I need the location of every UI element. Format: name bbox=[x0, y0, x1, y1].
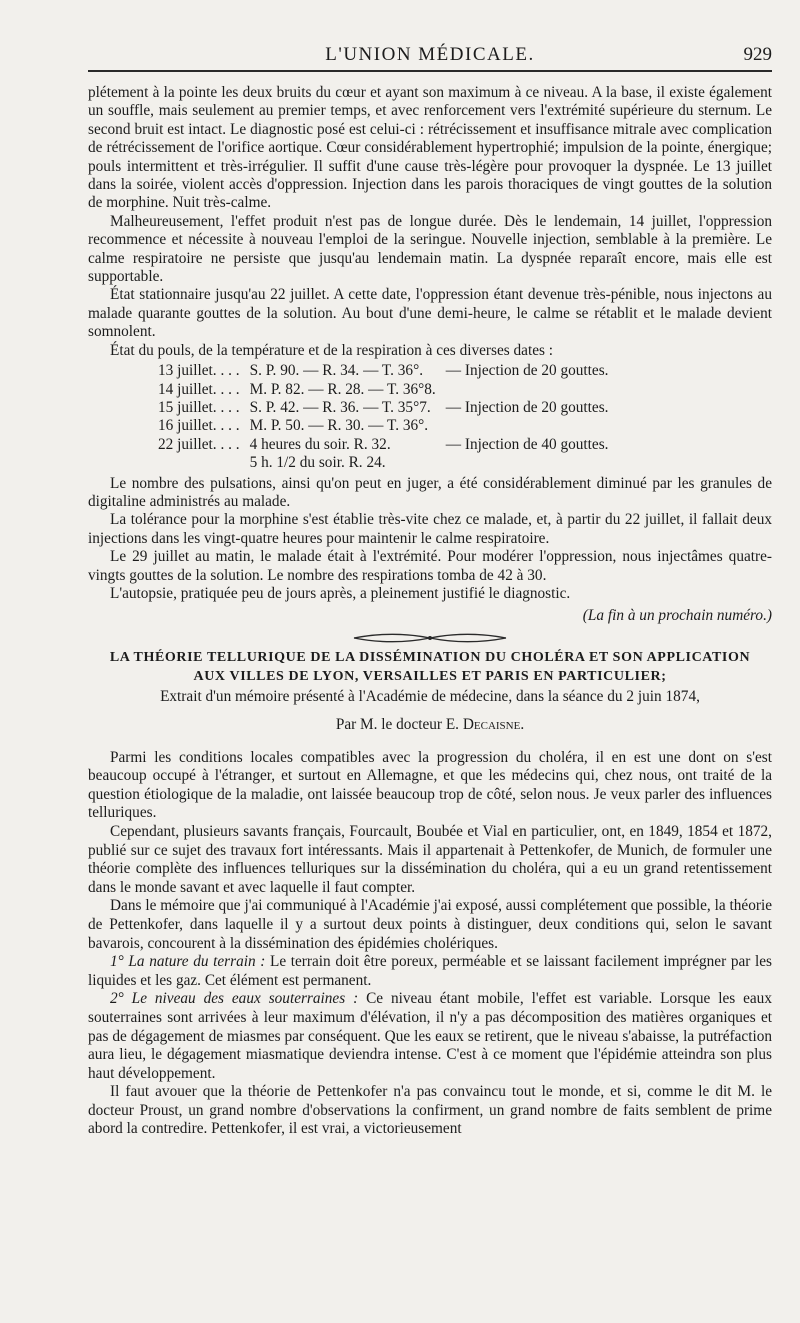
article-body bbox=[88, 749, 772, 1139]
vitals-table bbox=[158, 362, 618, 472]
page-body bbox=[88, 84, 772, 1139]
case-paragraph: État stationnaire jusqu'au 22 juillet. A cette date, l'oppression étant devenue très-pénible, nous injectons au malade quarante gouttes de la solution. Au bout d'une demi-heure, le calme se rétablit et le malade devient somnolent. bbox=[88, 286, 772, 341]
vitals-note bbox=[446, 417, 619, 435]
article-point bbox=[88, 990, 772, 1083]
section-ornament bbox=[350, 632, 510, 644]
case-paragraph: Malheureusement, l'effet produit n'est pas de longue durée. Dès le lendemain, 14 juillet, l'oppression recommence et nécessite à nouveau l'emploi de la seringue. Nouvelle injection, semblable à la première. Le calme respiratoire ne persiste que jusqu'au lendemain matin. La dyspnée reparaît encore, mais elle est supportable. bbox=[88, 212, 772, 286]
vitals-values: 4 heures du soir. R. 32. bbox=[249, 435, 391, 453]
article-title-line: LA THÉORIE TELLURIQUE DE LA DISSÉMINATION DU CHOLÉRA ET SON APPLICATION bbox=[109, 649, 751, 665]
vitals-row bbox=[158, 454, 618, 472]
vitals-date: 14 juillet. . . . bbox=[158, 380, 240, 398]
vitals-row bbox=[158, 362, 618, 380]
vitals-date: 15 juillet. . . . bbox=[158, 398, 240, 416]
vitals-values: S. P. 90. — R. 34. — T. 36°. bbox=[249, 362, 424, 380]
point-text: Ce niveau étant mobile, l'effet est variable. Lorsque les eaux souterraines sont arrivées à leur maximum d'élévation, il n'y a pas décomposition des matières organiques et pas de dégagement de miasmes par conséquent. Que les eaux se retirent, que le niveau s'abaisse, la putréfaction aura lieu, le dégagement miasmatique deviendra intense. C'est à ce moment que l'épidémie atteindra son plus haut développement. bbox=[88, 990, 772, 1082]
case-paragraph: Le nombre des pulsations, ainsi qu'on peut en juger, a été considérablement diminué par les granules de digitaline administrés au malade. bbox=[88, 474, 772, 510]
vitals-note: — Injection de 20 gouttes. bbox=[445, 398, 609, 416]
point-label: 1° La nature du terrain : bbox=[110, 953, 266, 971]
journal-title: L'UNION MÉDICALE. bbox=[325, 44, 535, 65]
vitals-date: 22 juillet. . . . bbox=[158, 435, 240, 453]
article-title-line: AUX VILLES DE LYON, VERSAILLES ET PARIS EN PARTICULIER; bbox=[193, 668, 667, 684]
vitals-note bbox=[446, 381, 619, 399]
case-paragraph: État du pouls, de la température et de la respiration à ces diverses dates : bbox=[110, 341, 554, 359]
case-paragraph: La tolérance pour la morphine s'est établie très-vite chez ce malade, et, à partir du 22 juillet, il fallait deux injections dans les vingt-quatre heures pour maintenir le calme respiratoire. bbox=[88, 511, 772, 547]
case-paragraph: plétement à la pointe les deux bruits du cœur et ayant son maximum à ce niveau. A la base, il existe également un souffle, mais seulement au premier temps, et avec renforcement vers l'extrémité supérieure du sternum. Le second bruit est intact. Le diagnostic posé est celui-ci : rétrécissement et insuffisance mitrale avec complication de rétrécissement de l'orifice aortique. Cœur considérablement hypertrophié; impulsion de la pointe, énergique; pouls intermittent et très-irrégulier. Il suffit d'une cause très-légère pour provoquer la dyspnée. Le 13 juillet dans la soirée, violent accès d'oppression. Injection dans les parois thoraciques de vingt gouttes de la solution de morphine. Nuit très-calme. bbox=[88, 84, 772, 212]
vitals-note bbox=[446, 454, 619, 472]
article-paragraph: Dans le mémoire que j'ai communiqué à l'Académie j'ai exposé, aussi complétement que possible, la théorie de Pettenkofer, dans laquelle il y a surtout deux points à distinguer, deux conditions qui, selon le savant bavarois, concourent à la dissémination des épidémies cholériques. bbox=[88, 897, 772, 952]
byline-prefix: Par M. le docteur E. bbox=[335, 716, 460, 734]
vitals-row bbox=[158, 436, 618, 454]
vitals-values: M. P. 82. — R. 28. — T. 36°8. bbox=[249, 380, 436, 398]
header-rule bbox=[88, 70, 772, 72]
vitals-note: — Injection de 40 gouttes. bbox=[445, 435, 609, 453]
article-extract: Extrait d'un mémoire présenté à l'Académie de médecine, dans la séance du 2 juin 1874, bbox=[160, 687, 700, 705]
page-number: 929 bbox=[743, 44, 772, 65]
running-header bbox=[88, 44, 772, 70]
vitals-values: S. P. 42. — R. 36. — T. 35°7. bbox=[249, 398, 431, 416]
article-point bbox=[88, 953, 772, 990]
case-paragraph: L'autopsie, pratiquée peu de jours après, a pleinement justifié le diagnostic. bbox=[110, 584, 571, 602]
vitals-values: 5 h. 1/2 du soir. R. 24. bbox=[249, 454, 386, 472]
vitals-values: M. P. 50. — R. 30. — T. 36°. bbox=[249, 417, 429, 435]
vitals-row bbox=[158, 417, 618, 435]
vitals-date bbox=[158, 454, 250, 472]
point-text: Le terrain doit être poreux, perméable et se laissant facilement imprégner par les liquides et les gaz. Cet élément est permanent. bbox=[88, 953, 772, 989]
vitals-date: 13 juillet. . . . bbox=[158, 362, 240, 380]
continuation-note: (La fin à un prochain numéro.) bbox=[582, 607, 772, 625]
article-paragraph: Cependant, plusieurs savants français, Fourcault, Boubée et Vial en particulier, ont, en 1849, 1854 et 1872, publié sur ce sujet des travaux fort intéressants. Mais il appartenait à Pettenkofer, de Munich, de formuler une théorie complète des influences telluriques sur la dissémination du choléra, qui a eu un grand retentissement dans le monde savant et avec laquelle il faut compter. bbox=[88, 822, 772, 896]
point-label: 2° Le niveau des eaux souterraines : bbox=[110, 990, 359, 1008]
vitals-date: 16 juillet. . . . bbox=[158, 417, 240, 435]
case-paragraph: Le 29 juillet au matin, le malade était à l'extrémité. Pour modérer l'oppression, nous injectâmes quatre-vingts gouttes de la solution. Le nombre des respirations tomba de 42 à 30. bbox=[88, 548, 772, 584]
author-name: Decaisne. bbox=[462, 716, 525, 734]
vitals-row bbox=[158, 399, 618, 417]
article-byline bbox=[88, 716, 772, 734]
vitals-row bbox=[158, 381, 618, 399]
article-title bbox=[88, 648, 772, 686]
article-paragraph: Il faut avouer que la théorie de Pettenkofer n'a pas convaincu tout le monde, et si, comme le dit M. le docteur Proust, un grand nombre d'observations la confirment, un grand nombre de faits semblent de prime abord la contredire. Pettenkofer, il est vrai, a victorieusement bbox=[88, 1083, 772, 1138]
vitals-note: — Injection de 20 gouttes. bbox=[445, 362, 609, 380]
article-paragraph: Parmi les conditions locales compatibles avec la progression du choléra, il en est une dont on s'est beaucoup occupé à l'étranger, et surtout en Allemagne, et que les médecins qui, chez nous, ont traité de la question étiologique de la maladie, ont laissée beaucoup trop de côté, selon nous. Je veux parler des influences telluriques. bbox=[88, 748, 772, 822]
